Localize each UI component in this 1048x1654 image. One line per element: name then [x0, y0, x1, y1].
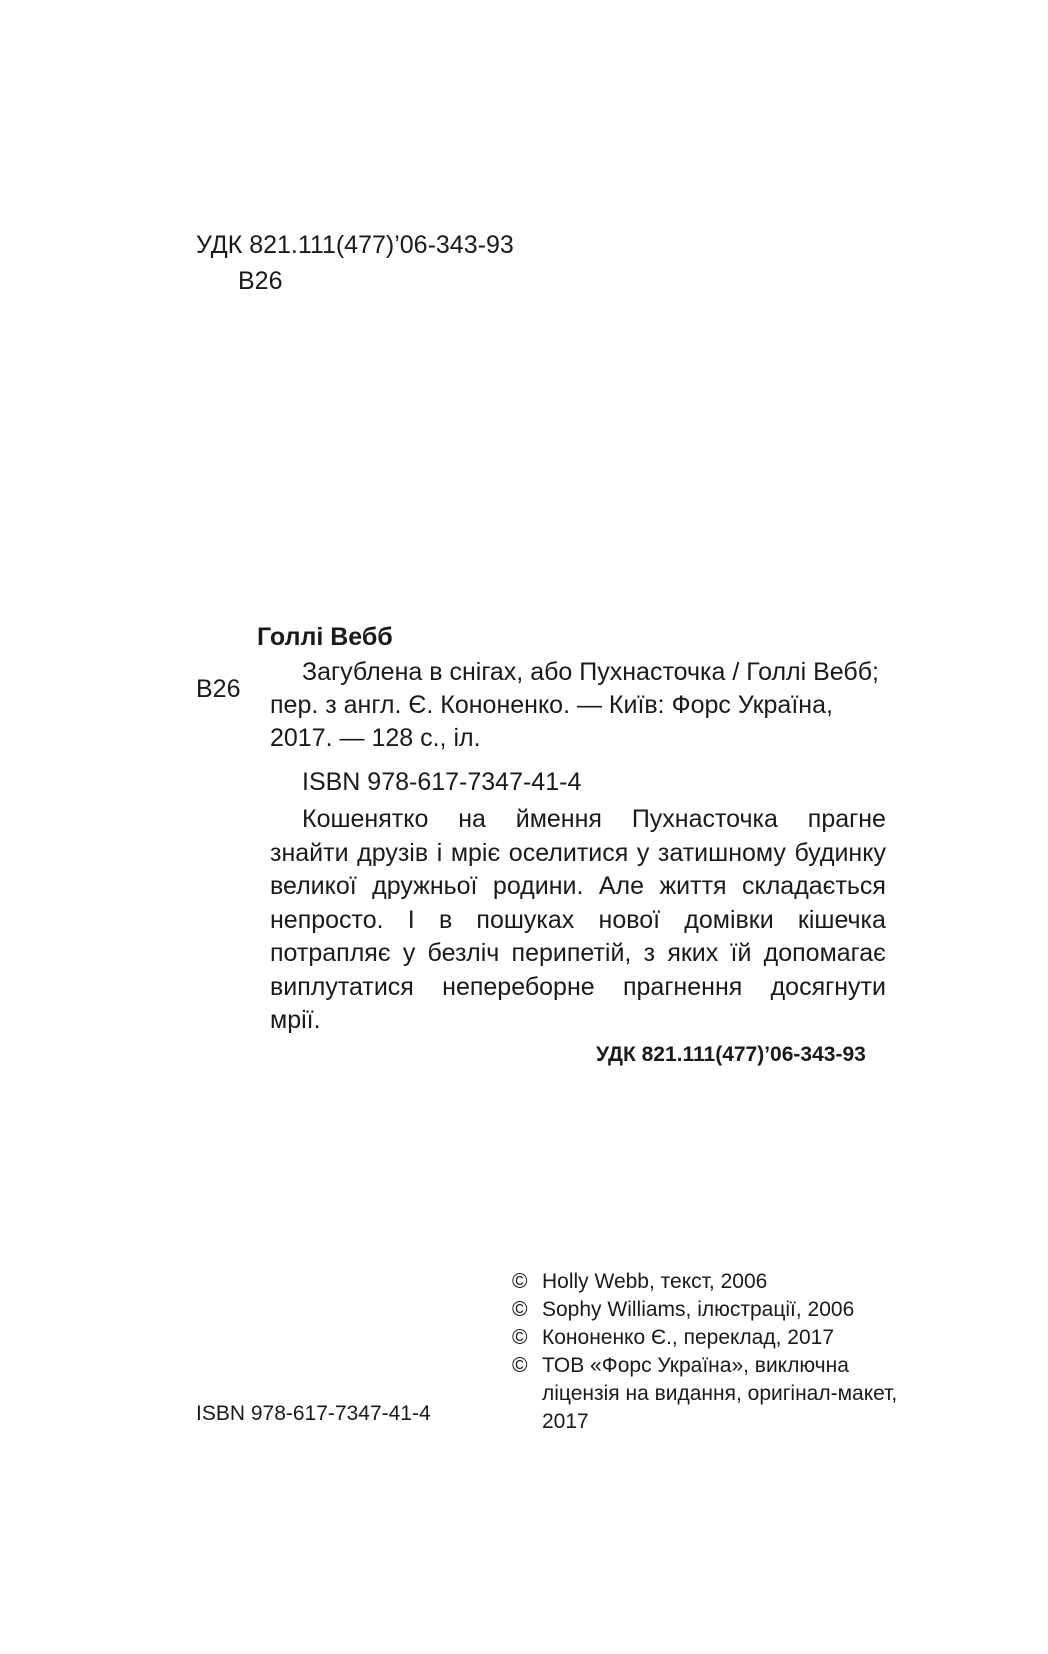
annotation-line [270, 971, 886, 1005]
annotation-word: прагнення [622, 972, 743, 1001]
copyright-text: Holly Webb, текст, 2006 [542, 1270, 768, 1293]
udk-header: УДК 821.111(477)’06-343-93 [196, 231, 514, 259]
annotation-word: життя [659, 872, 727, 900]
annotation-word: безліч [427, 939, 500, 967]
annotation-word: яких [667, 939, 719, 967]
annotation-word: кішечка [797, 905, 886, 934]
annotation-word: непереборне [442, 972, 595, 1001]
copyright-text: 2017 [542, 1410, 589, 1433]
annotation-word: перипетій, [511, 939, 632, 967]
annotation [270, 803, 886, 1038]
annotation-word: у [636, 838, 650, 867]
isbn-bottom: ISBN 978-617-7347-41-4 [196, 1402, 431, 1425]
annotation-word: дружньої [372, 872, 478, 900]
author-code-side: В26 [196, 675, 241, 703]
copyright-text: ТОВ «Форс Україна», виключна [542, 1354, 849, 1377]
annotation-line [270, 837, 886, 871]
copyright-sign: © [512, 1270, 528, 1293]
annotation-word: допомагає [763, 939, 886, 967]
annotation-word: з [643, 939, 656, 967]
annotation-word: мріє [450, 838, 501, 867]
annotation-word: оселитися [508, 838, 629, 867]
annotation-word: родини. [492, 872, 584, 900]
annotation-line [270, 937, 886, 971]
annotation-word: великої [270, 872, 357, 900]
author-name: Голлі Вебб [257, 623, 393, 651]
annotation-word: потрапляє [270, 939, 391, 967]
author-code-header: В26 [238, 267, 283, 295]
annotation-word: І [407, 905, 415, 934]
annotation-word: Але [598, 872, 645, 900]
annotation-line [270, 1004, 886, 1038]
isbn: ISBN 978-617-7347-41-4 [302, 768, 582, 796]
annotation-word: прагне [807, 805, 886, 833]
annotation-word: на [458, 805, 486, 833]
copyright-entry [512, 1324, 897, 1352]
annotation-word: складається [741, 872, 886, 900]
annotation-word: мрії. [270, 1006, 321, 1034]
annotation-word: затишному [657, 838, 786, 867]
biblio-line: 2017. — 128 с., іл. [270, 724, 481, 752]
annotation-line [270, 904, 886, 938]
annotation-word: домівки [684, 905, 774, 934]
annotation-line [270, 803, 886, 837]
annotation-word: ймення [515, 805, 602, 833]
annotation-word: непросто. [270, 905, 384, 934]
annotation-word: у [402, 939, 416, 967]
annotation-word: знайти [270, 838, 349, 867]
copyright-block [512, 1268, 897, 1436]
annotation-word: друзів [357, 838, 429, 867]
biblio-line: пер. з англ. Є. Кононенко. — Київ: Форс Україна, [270, 691, 833, 719]
copyright-entry [512, 1296, 897, 1324]
annotation-word: і [436, 838, 443, 867]
udk-footer: УДК 821.111(477)’06-343-93 [596, 1043, 866, 1066]
copyright-sign: © [512, 1354, 528, 1377]
copyright-text: ліцензія на видання, оригінал-макет, [542, 1382, 898, 1405]
annotation-word: їй [730, 939, 752, 967]
annotation-word: Пухнасточка [631, 805, 778, 833]
annotation-word: виплутатися [270, 972, 414, 1001]
copyright-entry [512, 1268, 897, 1296]
copyright-sign: © [512, 1298, 528, 1321]
annotation-word: нової [598, 905, 661, 934]
copyright-entry [512, 1352, 897, 1380]
annotation-word: в [438, 905, 453, 934]
annotation-line [270, 870, 886, 904]
annotation-word: Кошенятко [302, 805, 429, 833]
annotation-word: будинку [794, 838, 886, 867]
copyright-sign: © [512, 1326, 528, 1349]
annotation-word: досягнути [770, 972, 886, 1001]
bibliographic-description [270, 656, 886, 755]
annotation-word: пошуках [476, 905, 575, 934]
copyright-text: Sophy Williams, ілюстрації, 2006 [542, 1298, 855, 1321]
biblio-line: Загублена в снігах, або Пухнасточка / Голлі Вебб; [302, 658, 880, 686]
copyright-text: Кононенко Є., переклад, 2017 [542, 1326, 835, 1349]
